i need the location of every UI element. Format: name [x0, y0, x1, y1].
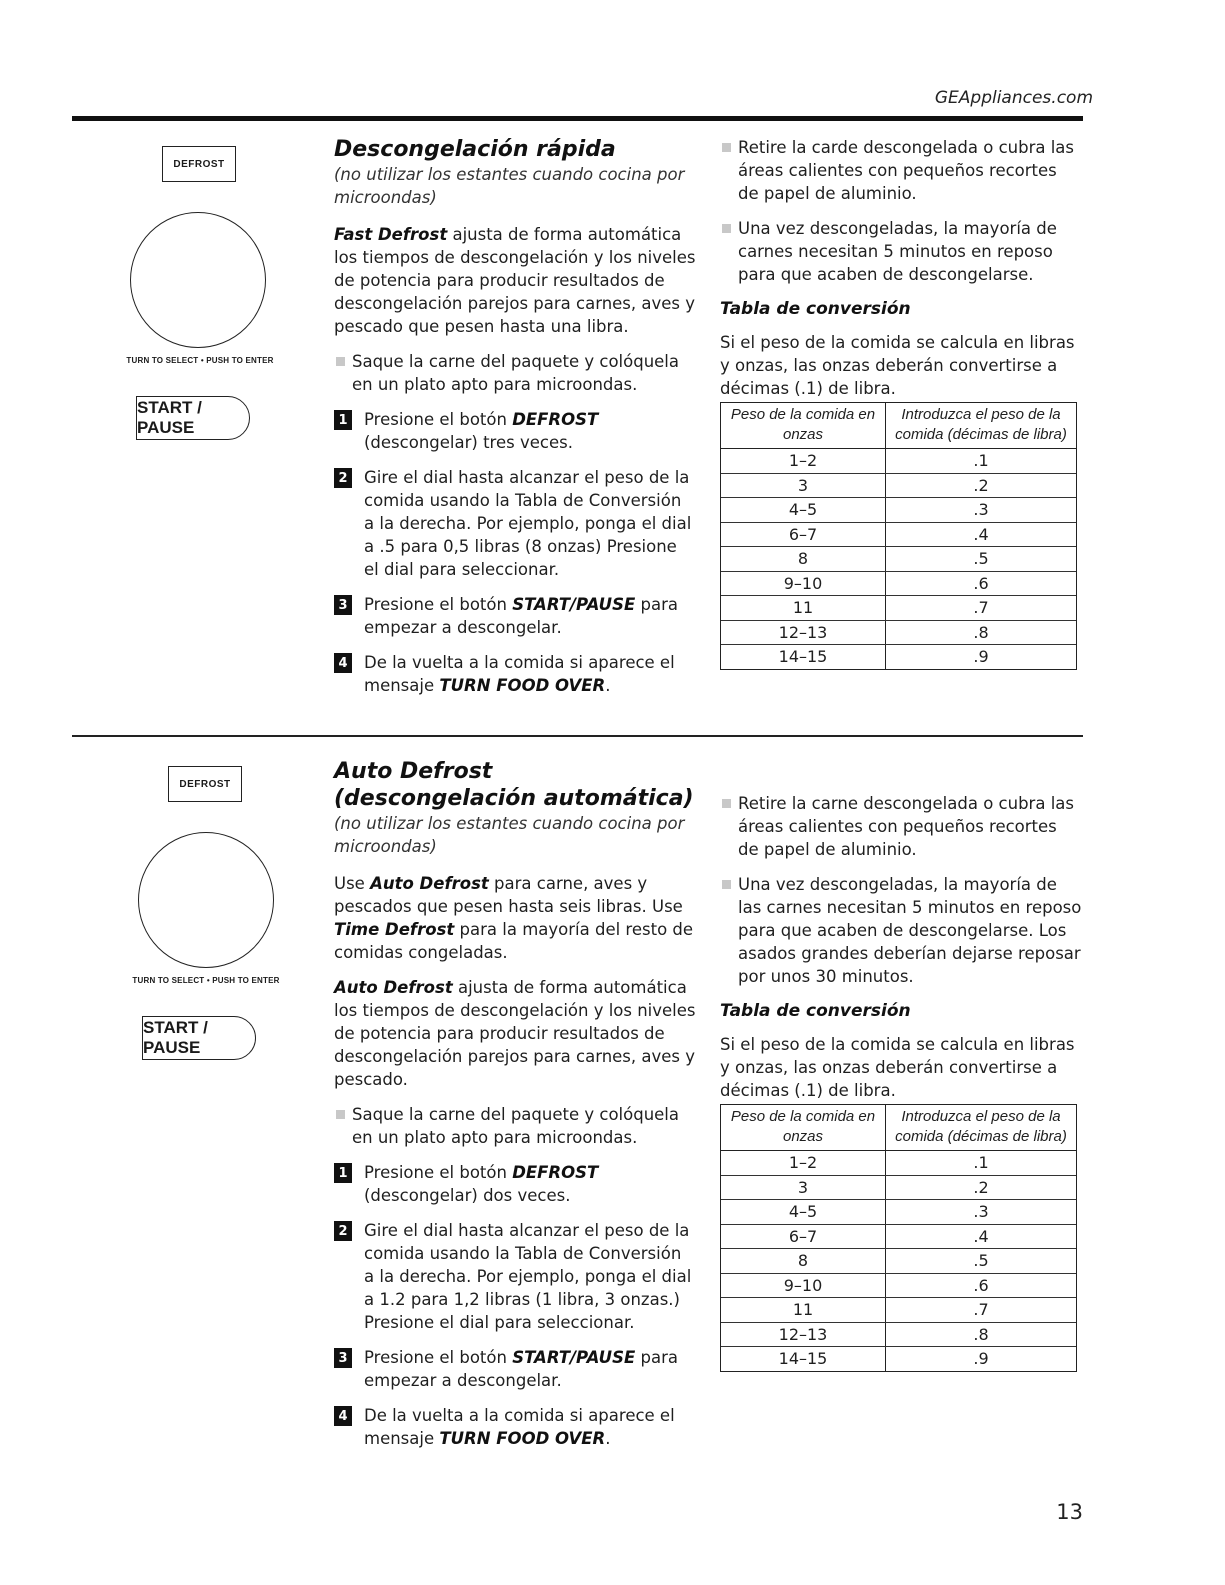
- table-row: 4–5 .3: [721, 1200, 1076, 1225]
- header-rule: [72, 116, 1083, 121]
- section-title: Descongelación rápida: [334, 137, 616, 162]
- table-row: 3 .2: [721, 473, 1076, 498]
- table-row: 9–10 .6: [721, 571, 1076, 596]
- table-row: 11 .7: [721, 596, 1076, 621]
- table-row: 6–7 .4: [721, 522, 1076, 547]
- defrost-button: DEFROST: [168, 766, 242, 802]
- step-2: 2 Gire el dial hasta alcanzar el peso de la comida usando la Tabla de Conversión a la derecha. Por ejemplo, ponga el dial a 1.2 para 1,2 libras (1 libra, 3 onzas.) Presione el dial para seleccionar.: [334, 1219, 696, 1334]
- table-intro: Si el peso de la comida se calcula en libras y onzas, las onzas deberán convertirse a décimas (.1) de libra.: [720, 1035, 1075, 1100]
- list-item: Una vez descongeladas, la mayoría de carnes necesitan 5 minutos en reposo para que acaben de descongelarse.: [720, 217, 1082, 286]
- table-row: 1–2 .1: [721, 1151, 1076, 1176]
- step-1: 1 Presione el botón DEFROST (descongelar) dos veces.: [334, 1161, 696, 1207]
- control-panel-auto: [116, 760, 306, 1060]
- table-row: 6–7 .4: [721, 1224, 1076, 1249]
- dial-knob: [130, 212, 266, 348]
- step-1: 1 Presione el botón DEFROST (descongelar) tres veces.: [334, 408, 696, 454]
- table-title: Tabla de conversión: [720, 1001, 911, 1021]
- list-item: Retire la carde descongelada o cubra las áreas calientes con pequeños recortes de papel de aluminio.: [720, 136, 1082, 205]
- list-item: Retire la carne descongelada o cubra las áreas calientes con pequeños recortes de papel de aluminio.: [720, 792, 1082, 861]
- defrost-button: DEFROST: [162, 146, 236, 182]
- table-row: 12–13 .8: [721, 1322, 1076, 1347]
- list-item: Una vez descongeladas, la mayoría de las carnes necesitan 5 minutos en reposo para que acaben de descongelarse. Los asados grandes deberían dejarse reposar por unos 30 minutos.: [720, 873, 1082, 988]
- conversion-table: [720, 1104, 1077, 1372]
- step-2: 2 Gire el dial hasta alcanzar el peso de la comida usando la Tabla de Conversión a la derecha. Por ejemplo, ponga el dial a .5 para 0,5 libras (8 onzas) Presione el dial para seleccionar.: [334, 466, 696, 581]
- intro-paragraph: Fast Defrost ajusta de forma automática los tiempos de descongelación y los niveles de potencia para producir resultados de descongelación parejos para carnes, aves y pescado que pesen hasta una libra.: [334, 225, 696, 336]
- step-4: 4 De la vuelta a la comida si aparece el mensaje TURN FOOD OVER.: [334, 1404, 696, 1450]
- table-row: 3 .2: [721, 1175, 1076, 1200]
- dial-label: TURN TO SELECT • PUSH TO ENTER: [126, 356, 274, 365]
- list-item: Saque la carne del paquete y colóquela en un plato apto para microondas.: [334, 1103, 696, 1149]
- fast-defrost-instructions: [334, 136, 696, 709]
- section-title: Auto Defrost (descongelación automática): [334, 759, 694, 811]
- step-3: 3 Presione el botón START/PAUSE para empezar a descongelar.: [334, 593, 696, 639]
- page-number: 13: [1056, 1500, 1083, 1524]
- section-divider: [72, 735, 1083, 737]
- table-row: 8 .5: [721, 1249, 1076, 1274]
- table-row: 1–2 .1: [721, 449, 1076, 474]
- dial-knob: [138, 832, 274, 968]
- table-row: 12–13 .8: [721, 620, 1076, 645]
- section-subtitle: (no utilizar los estantes cuando cocina por microondas): [334, 165, 685, 207]
- table-row: 4–5 .3: [721, 498, 1076, 523]
- table-row: 11 .7: [721, 1298, 1076, 1323]
- list-item: Saque la carne del paquete y colóquela en un plato apto para microondas.: [334, 350, 696, 396]
- auto-defrost-notes: [720, 792, 1082, 1378]
- table-header: Introduzca el peso de la comida (décimas de libra): [886, 403, 1077, 449]
- table-header: Peso de la comida en onzas: [721, 403, 886, 449]
- dial-label: TURN TO SELECT • PUSH TO ENTER: [132, 976, 280, 985]
- table-header: Introduzca el peso de la comida (décimas de libra): [886, 1105, 1077, 1151]
- auto-defrost-instructions: [334, 758, 696, 1462]
- table-header: Peso de la comida en onzas: [721, 1105, 886, 1151]
- fast-defrost-notes: [720, 136, 1082, 676]
- section-heading: [334, 758, 696, 858]
- table-row: 8 .5: [721, 547, 1076, 572]
- use-paragraph: Use Auto Defrost para carne, aves y pescados que pesen hasta seis libras. Use Time Defrost para la mayoría del resto de comidas congeladas.: [334, 874, 694, 962]
- intro-paragraph: Auto Defrost ajusta de forma automática los tiempos de descongelación y los niveles de potencia para producir resultados de descongelación parejos para carnes, aves y pescado.: [334, 978, 696, 1089]
- table-intro: Si el peso de la comida se calcula en libras y onzas, las onzas deberán convertirse a décimas (.1) de libra.: [720, 333, 1075, 398]
- control-panel-fast: [110, 140, 300, 440]
- table-row: 9–10 .6: [721, 1273, 1076, 1298]
- table-title: Tabla de conversión: [720, 299, 911, 319]
- conversion-table: [720, 402, 1077, 670]
- table-row: 14–15 .9: [721, 1347, 1076, 1371]
- site-url: GEAppliances.com: [934, 88, 1093, 108]
- start-pause-button: START / PAUSE: [142, 1016, 256, 1060]
- table-row: 14–15 .9: [721, 645, 1076, 669]
- start-pause-button: START / PAUSE: [136, 396, 250, 440]
- step-3: 3 Presione el botón START/PAUSE para empezar a descongelar.: [334, 1346, 696, 1392]
- step-4: 4 De la vuelta a la comida si aparece el mensaje TURN FOOD OVER.: [334, 651, 696, 697]
- section-subtitle: (no utilizar los estantes cuando cocina por microondas): [334, 814, 685, 856]
